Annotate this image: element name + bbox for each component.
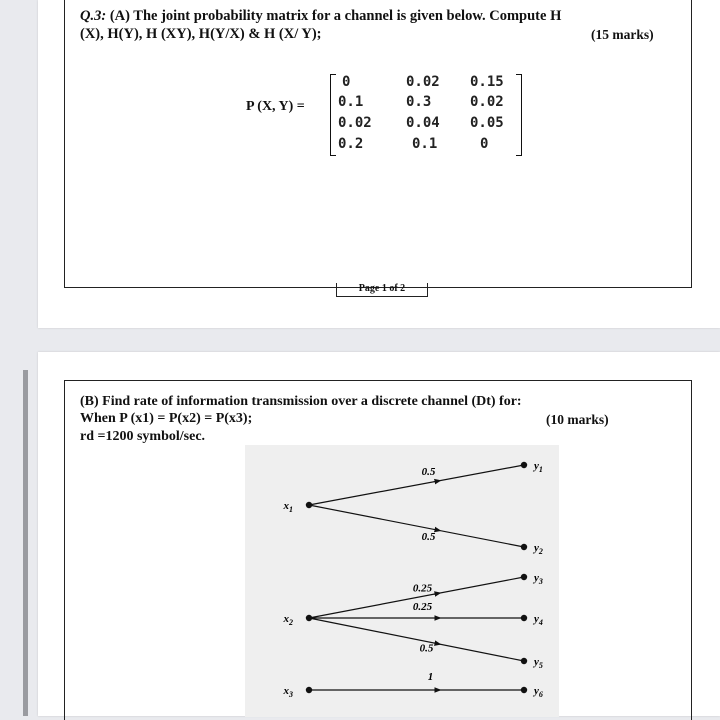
page-number-footer: Page 1 of 2	[336, 283, 428, 297]
matrix-cell: 0.05	[470, 115, 504, 131]
input-x1-node	[306, 502, 312, 508]
matrix-cell: 0.2	[338, 136, 364, 152]
output-y3-node	[521, 574, 527, 580]
matrix-cell: 0.02	[406, 74, 440, 90]
output-y1-node	[521, 462, 527, 468]
channel-diagram	[245, 445, 559, 717]
input-x1-label: $x_1$	[283, 500, 293, 514]
channel-diagram-svg	[245, 445, 559, 717]
matrix-cell: 0.04	[406, 115, 440, 131]
matrix-right-bracket	[516, 74, 522, 156]
channel-edge	[309, 505, 524, 547]
matrix-cell: 0.3	[406, 94, 432, 110]
matrix-left-bracket	[330, 74, 336, 156]
document-page-2	[38, 352, 720, 716]
output-y3-label: $y_3$	[534, 572, 543, 586]
transition-probability-label: 1	[427, 671, 434, 683]
output-y4-node	[521, 615, 527, 621]
input-x3-node	[306, 687, 312, 693]
document-page-1	[38, 0, 720, 328]
output-y5-label: $y_5$	[534, 656, 543, 670]
question-line-1	[80, 8, 561, 25]
transition-probability-label: 0.25	[412, 582, 433, 595]
output-y2-label: $y_2$	[534, 542, 543, 556]
input-x3-label: $x_3$	[283, 685, 293, 699]
transition-probability-label: 0.25	[412, 601, 433, 613]
part-a-marks: (15 marks)	[591, 27, 654, 42]
probability-matrix	[330, 74, 522, 156]
part-a-text-2: (X), H(Y), H (XY), H(Y/X) & H (X/ Y);	[80, 26, 322, 42]
output-y1-label: $y_1$	[534, 460, 543, 474]
channel-edge	[309, 465, 524, 505]
output-y6-node	[521, 687, 527, 693]
matrix-cell: 0.15	[470, 74, 504, 90]
part-b-marks: (10 marks)	[546, 412, 609, 427]
transition-probability-label: 0.5	[419, 642, 434, 655]
part-b-text-1: (B) Find rate of information transmission over a discrete channel (Dt) for:	[80, 394, 522, 409]
question-number: Q.3:	[80, 8, 107, 24]
matrix-cell: 0.02	[338, 115, 372, 131]
matrix-cell: 0.1	[338, 94, 364, 110]
part-a-text-1: (A) The joint probability matrix for a channel is given below. Compute H	[109, 8, 562, 24]
part-b-text-3: rd =1200 symbol/sec.	[80, 429, 206, 444]
matrix-cell: 0	[480, 136, 489, 152]
channel-edge	[309, 618, 524, 661]
output-y4-label: $y_4$	[534, 613, 543, 627]
matrix-label: P (X, Y) =	[246, 99, 305, 114]
input-x2-label: $x_2$	[283, 613, 293, 627]
scrollbar[interactable]	[23, 370, 28, 716]
part-b-text-2: When P (x1) = P(x2) = P(x3);	[80, 411, 253, 426]
matrix-cell: 0	[342, 74, 351, 90]
input-x2-node	[306, 615, 312, 621]
output-y5-node	[521, 658, 527, 664]
transition-probability-label: 0.5	[421, 466, 436, 478]
matrix-cell: 0.02	[470, 94, 504, 110]
matrix-cell: 0.1	[412, 136, 438, 152]
transition-probability-label: 0.5	[421, 531, 436, 543]
output-y6-label: $y_6$	[534, 685, 543, 699]
output-y2-node	[521, 544, 527, 550]
